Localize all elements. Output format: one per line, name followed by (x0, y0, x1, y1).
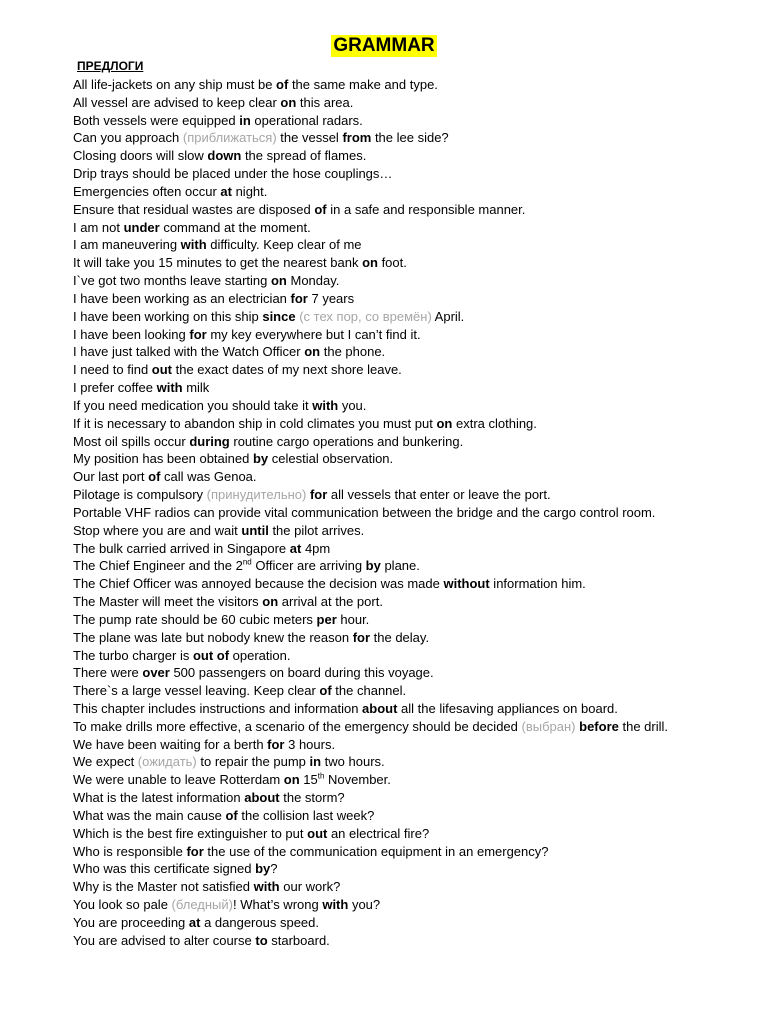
sentence-text: Emergencies often occur (73, 183, 221, 199)
sentence-text: My position has been obtained (73, 451, 253, 467)
preposition: with (253, 879, 280, 895)
sentence-line (73, 647, 763, 665)
sentence-line (73, 379, 763, 397)
sentence-text: There`s a large vessel leaving. Keep clear (73, 683, 320, 699)
translation-note: (выбран) (521, 718, 576, 734)
preposition: by (255, 861, 271, 877)
sentence-text: the phone. (320, 344, 386, 360)
preposition: per (316, 611, 337, 627)
sentence-line (73, 272, 763, 290)
preposition: in (309, 754, 322, 770)
preposition: on (362, 255, 378, 271)
sentence-text: I have been working as an electrician (73, 290, 291, 306)
page-title: GRAMMAR (333, 35, 435, 56)
preposition: on (270, 273, 287, 289)
preposition: on (436, 415, 453, 431)
sentence-text: to repair the pump (196, 754, 310, 770)
sentence-text: all the lifesaving appliances on board. (397, 700, 618, 716)
sentence-text: the vessel (276, 130, 343, 146)
sentence-text: the collision last week? (237, 807, 375, 823)
preposition: out (151, 362, 172, 378)
sentence-text: There were (73, 665, 143, 681)
sentence-text: night. (231, 183, 268, 199)
sentence-line (73, 771, 763, 789)
preposition: with (322, 897, 349, 913)
sentence-text: call was Genoa. (160, 469, 257, 485)
sentence-line (73, 219, 763, 237)
sentence-line (73, 896, 763, 914)
sentence-text: 500 passengers on board during this voyage. (169, 665, 434, 681)
sentence-text: Drip trays should be placed under the hose couplings… (73, 166, 393, 182)
sentence-text: plane. (380, 558, 420, 574)
preposition: about (362, 700, 398, 716)
sentence-line (73, 450, 763, 468)
sentence-text: The plane was late but nobody knew the reason (73, 629, 353, 645)
preposition: with (156, 380, 183, 396)
preposition: by (252, 451, 269, 467)
sentence-text: extra clothing. (452, 415, 537, 431)
superscript: nd (242, 558, 252, 568)
sentence-text: the drill. (618, 718, 668, 734)
preposition: of (314, 201, 327, 217)
sentence-text: difficulty. Keep clear of me (206, 237, 362, 253)
preposition: about (244, 790, 280, 806)
preposition: in (239, 112, 251, 128)
sentence-text: I have just talked with the Watch Officer (73, 344, 305, 360)
preposition: to (255, 932, 268, 948)
translation-note: (принудительно) (206, 487, 307, 503)
sentence-text: If it is necessary to abandon ship in cold climates you must put (73, 415, 437, 431)
sentence-text: my key everywhere but I can’t find it. (206, 326, 421, 342)
sentence-text: All life-jackets on any ship must be (73, 77, 277, 92)
preposition: on (304, 344, 321, 360)
sentence-text: I am maneuvering (73, 237, 181, 253)
preposition: for (189, 326, 207, 342)
preposition: of (276, 77, 289, 92)
sentence-text: We expect (73, 754, 138, 770)
sentence-text: Who is responsible (73, 843, 187, 859)
preposition: for (352, 629, 371, 645)
sentence-line (73, 753, 763, 771)
preposition: by (365, 558, 381, 574)
sentence-text: ? (270, 861, 278, 877)
sentence-text: arrival at the port. (278, 594, 383, 610)
sentence-text: all vessels that enter or leave the port. (327, 487, 551, 503)
sentence-text: operational radars. (250, 112, 363, 128)
sentence-text: The pump rate should be 60 cubic meters (73, 611, 317, 627)
sentence-text: The Master will meet the visitors (73, 594, 263, 610)
sentence-line (73, 94, 763, 112)
sentence-text: Most oil spills occur (73, 433, 190, 449)
sentence-text: the exact dates of my next shore leave. (172, 362, 402, 378)
sentence-text: Stop where you are and wait (73, 522, 242, 538)
sentence-text: I`ve got two months leave starting (73, 273, 271, 289)
sentence-line (73, 165, 763, 183)
sentence-text: the use of the communication equipment in an emergency? (203, 843, 549, 859)
sentence-text: the pilot arrives. (268, 522, 365, 538)
sentence-line (73, 201, 763, 219)
sentence-text: a dangerous speed. (200, 914, 319, 930)
sentence-text: in a safe and responsible manner. (326, 201, 526, 217)
preposition: for (186, 843, 204, 859)
preposition: with (312, 397, 339, 413)
sentence-list (73, 76, 763, 950)
sentence-line (73, 789, 763, 807)
preposition: for (309, 487, 328, 503)
title-wrap (0, 35, 768, 57)
sentence-text: All vessel are advised to keep clear (73, 94, 281, 110)
preposition: on (262, 594, 279, 610)
sentence-line (73, 112, 763, 130)
sentence-text: the channel. (331, 683, 407, 699)
sentence-line (73, 557, 763, 575)
sentence-line (73, 522, 763, 540)
sentence-text: I have been looking (73, 326, 190, 342)
sentence-line (73, 629, 763, 647)
translation-note: (бледный) (171, 897, 233, 913)
sentence-line (73, 308, 763, 326)
translation-note: (приближаться) (182, 130, 277, 146)
sentence-text: The bulk carried arrived in Singapore (73, 540, 290, 556)
superscript: th (317, 771, 325, 781)
sentence-line (73, 540, 763, 558)
sentence-text: the delay. (370, 629, 430, 645)
sentence-text: We were unable to leave Rotterdam (73, 772, 284, 788)
sentence-text: information him. (489, 576, 586, 592)
sentence-text: The Chief Officer was annoyed because the decision was made (73, 576, 444, 592)
sentence-text: April. (431, 308, 465, 324)
sentence-text: you. (338, 397, 367, 413)
preposition: since (262, 308, 296, 324)
sentence-text: It will take you 15 minutes to get the nearest bank (73, 255, 363, 271)
sentence-line (73, 361, 763, 379)
sentence-line (73, 843, 763, 861)
sentence-line (73, 932, 763, 950)
sentence-line (73, 736, 763, 754)
sentence-text: We have been waiting for a berth (73, 736, 268, 752)
sentence-text: The Chief Engineer and the 2 (73, 558, 243, 574)
sentence-text: Portable VHF radios can provide vital communication between the bridge and the cargo control room. (73, 504, 656, 520)
sentence-text: Who was this certificate signed (73, 861, 256, 877)
sentence-line (73, 397, 763, 415)
preposition: on (280, 94, 297, 110)
sentence-text: I need to find (73, 362, 152, 378)
preposition: of (148, 469, 161, 485)
sentence-line (73, 914, 763, 932)
sentence-line (73, 682, 763, 700)
sentence-text: If you need medication you should take it (73, 397, 313, 413)
sentence-line (73, 236, 763, 254)
sentence-text: Which is the best fire extinguisher to put (73, 825, 308, 841)
sentence-line (73, 807, 763, 825)
sentence-text: the spread of flames. (241, 148, 367, 164)
sentence-text: Closing doors will slow (73, 148, 208, 164)
sentence-text: Our last port (73, 469, 149, 485)
sentence-text: two hours. (321, 754, 385, 770)
sentence-text: this area. (296, 94, 354, 110)
sentence-text: starboard. (267, 932, 330, 948)
sentence-text: What was the main cause (73, 807, 226, 823)
sentence-text: milk (182, 380, 210, 396)
sentence-text: command at the moment. (159, 219, 311, 235)
sentence-text: To make drills more effective, a scenario of the emergency should be decided (73, 718, 522, 734)
sentence-line (73, 468, 763, 486)
sentence-text: hour. (336, 611, 370, 627)
sentence-text: You look so pale (73, 897, 172, 913)
preposition: at (289, 540, 302, 556)
sentence-line (73, 700, 763, 718)
preposition: before (579, 718, 619, 734)
sentence-line (73, 343, 763, 361)
sentence-text: The turbo charger is (73, 647, 193, 663)
preposition: of (319, 683, 332, 699)
preposition: under (123, 219, 160, 235)
sentence-line (73, 504, 763, 522)
sentence-line (73, 129, 763, 147)
preposition: with (180, 237, 207, 253)
sentence-text: November. (324, 772, 391, 788)
preposition: without (443, 576, 490, 592)
sentence-text: the storm? (279, 790, 345, 806)
sentence-text: I prefer coffee (73, 380, 157, 396)
sentence-text: Officer are arriving (251, 558, 366, 574)
sentence-text: foot. (377, 255, 407, 271)
sentence-line (73, 486, 763, 504)
sentence-line (73, 575, 763, 593)
sentence-text: Ensure that residual wastes are disposed (73, 201, 315, 217)
sentence-text: operation. (229, 647, 291, 663)
translation-note: (с тех пор, со времён) (299, 308, 432, 324)
sentence-text: Why is the Master not satisfied (73, 879, 254, 895)
sentence-text: What is the latest information (73, 790, 245, 806)
preposition: over (142, 665, 170, 681)
sentence-line (73, 254, 763, 272)
sentence-text: 4pm (301, 540, 331, 556)
preposition: on (283, 772, 300, 788)
section-subtitle: ПРЕДЛОГИ (77, 59, 144, 73)
preposition: during (189, 433, 230, 449)
sentence-text: I am not (73, 219, 124, 235)
sentence-line (73, 718, 763, 736)
sentence-line (73, 290, 763, 308)
sentence-line (73, 433, 763, 451)
sentence-text: the lee side? (371, 130, 449, 146)
sentence-text: This chapter includes instructions and information (73, 700, 363, 716)
sentence-text: You are proceeding (73, 914, 189, 930)
sentence-text: routine cargo operations and bunkering. (229, 433, 464, 449)
sentence-text: the same make and type. (288, 77, 438, 92)
sentence-text: our work? (279, 879, 341, 895)
sentence-text: Can you approach (73, 130, 183, 146)
sentence-text: I have been working on this ship (73, 308, 263, 324)
sentence-line (73, 415, 763, 433)
sentence-line (73, 76, 763, 94)
sentence-text: you? (348, 897, 381, 913)
preposition: until (241, 522, 269, 538)
sentence-line (73, 183, 763, 201)
preposition: at (188, 914, 201, 930)
sentence-line (73, 326, 763, 344)
sentence-line (73, 860, 763, 878)
preposition: from (342, 130, 372, 146)
preposition: for (290, 290, 308, 306)
preposition: out (307, 825, 328, 841)
sentence-line (73, 825, 763, 843)
sentence-text: Pilotage is compulsory (73, 487, 207, 503)
sentence-text: 7 years (307, 290, 355, 306)
sentence-line (73, 611, 763, 629)
preposition: at (220, 183, 232, 199)
preposition: for (267, 736, 285, 752)
preposition: out of (192, 647, 230, 663)
preposition: down (207, 148, 242, 164)
translation-note: (ожидать) (137, 754, 197, 770)
sentence-text: Monday. (286, 273, 340, 289)
sentence-line (73, 878, 763, 896)
sentence-line (73, 593, 763, 611)
preposition: of (225, 807, 238, 823)
sentence-text: celestial observation. (268, 451, 394, 467)
sentence-text: ! What’s wrong (232, 897, 323, 913)
sentence-text: 15 (299, 772, 318, 788)
sentence-line (73, 664, 763, 682)
sentence-text: 3 hours. (284, 736, 336, 752)
sentence-line (73, 147, 763, 165)
sentence-text: an electrical fire? (327, 825, 430, 841)
sentence-text: Both vessels were equipped (73, 112, 240, 128)
sentence-text: You are advised to alter course (73, 932, 256, 948)
